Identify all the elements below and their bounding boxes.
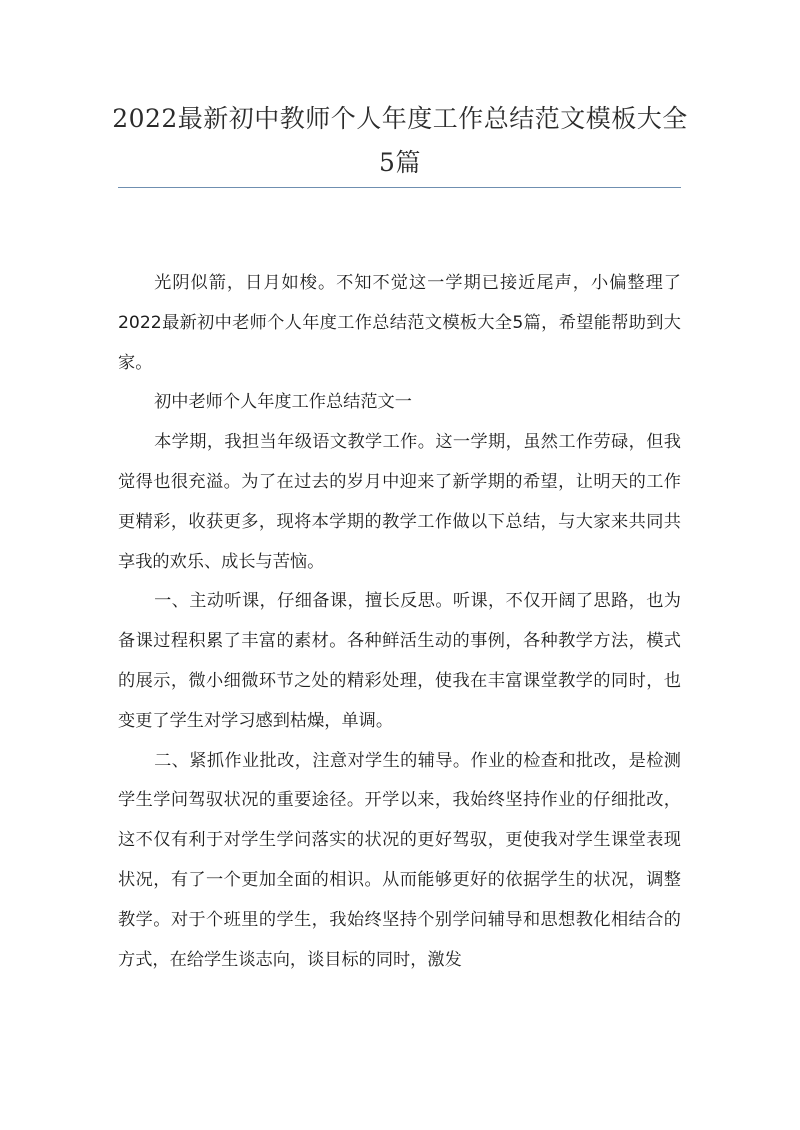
section-heading: 初中老师个人年度工作总结范文一 — [154, 392, 412, 413]
title-line-1: 2022最新初中教师个人年度工作总结范文模板大全 — [112, 104, 688, 133]
body-paragraph: 本学期，我担当年级语文教学工作。这一学期，虽然工作劳碌，但我觉得也很充溢。为了在过去的岁月中迎来了新学期的希望，让明天的工作更精彩，收获更多，现将本学期的教学工作做以下总结，与大家来共同共享我的欢乐、成长与苦恼。 — [118, 432, 681, 572]
document-title — [110, 97, 690, 185]
body-paragraph: 二、紧抓作业批改，注意对学生的辅导。作业的检查和批改，是检测学生学问驾驭状况的重要途径。开学以来，我始终坚持作业的仔细批改，这不仅有利于对学生学问落实的状况的更好驾驭，更使我对学生课堂表现状况，有了一个更加全面的相识。从而能够更好的依据学生的状况，调整教学。对于个班里的学生，我始终坚持个别学问辅导和思想教化相结合的方式，在给学生谈志向，谈目标的同时，激发 — [118, 750, 681, 970]
intro-paragraph: 光阴似箭，日月如梭。不知不觉这一学期已接近尾声，小偏整理了2022最新初中老师个人年度工作总结范文模板大全5篇，希望能帮助到大家。 — [118, 273, 681, 373]
body-paragraph: 一、主动听课，仔细备课，擅长反思。听课，不仅开阔了思路，也为备课过程积累了丰富的素材。各种鲜活生动的事例，各种教学方法，模式的展示，微小细微环节之处的精彩处理，使我在丰富课堂教学的同时，也变更了学生对学习感到枯燥，单调。 — [118, 591, 681, 731]
document-body — [118, 264, 681, 980]
title-line-2: 5篇 — [379, 148, 421, 177]
title-divider — [118, 187, 681, 188]
